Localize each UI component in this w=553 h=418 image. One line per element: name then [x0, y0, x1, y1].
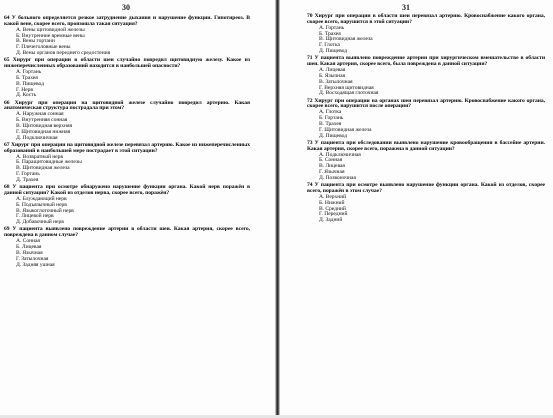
- answer-option: В. Щитовидная верхняя: [16, 122, 73, 129]
- answer-option: В. Средний: [319, 205, 346, 212]
- answer-option: Б. Трахея: [319, 30, 341, 37]
- question-stem: 72 Хирург при операции на органах шеи перевязал артерию. Кровоснабжение какого органа, скорее всего, нарушится после операции?: [307, 97, 545, 110]
- question: [4, 101, 250, 142]
- question-stem: 66 Хирург при операции на щитовидной железе случайно повредил артерию. Какая анатомическая структура пострадала при этом?: [4, 99, 250, 112]
- answer-option: Д. Восходящая глоточная: [319, 90, 379, 97]
- answer-option: В. Щитовидная железа: [319, 36, 373, 43]
- answer-options: [307, 153, 545, 182]
- answer-options: [4, 70, 250, 99]
- answer-options: [4, 112, 250, 141]
- answer-option: А. Глотка: [319, 109, 342, 116]
- answer-option: Б. Подъязычный нерв: [16, 201, 67, 208]
- answer-option: Б. Внутренняя сонная: [16, 117, 68, 124]
- answer-option: Б. Гортань: [319, 115, 344, 122]
- answer-option: А. Наружная сонная: [16, 111, 64, 118]
- question-stem: 69 У пациента выявлено повреждение артерии в области шеи. Какая артерия, скорее всего, повреждена в данном случае?: [4, 226, 250, 239]
- answer-option: Г. Передний: [319, 211, 348, 218]
- answer-option: В. Затылочная: [319, 78, 353, 85]
- question-stem: 71 У пациента выявлено повреждение артерии при хирургическом вмешательстве в области шеи. Какая артерия, скорее всего, была повреждена в данной ситуации?: [307, 55, 545, 68]
- answer-options: [4, 239, 250, 268]
- answer-option: Б. Трахея: [16, 74, 38, 81]
- answer-option: Д. Добавочный нерв: [16, 219, 64, 226]
- question: [4, 58, 250, 99]
- answer-options: [4, 155, 250, 184]
- answer-option: Д. Задний: [319, 217, 343, 224]
- question-stem: 70 Хирург при операции в области шеи перевязал артерию. Кровоснабжение какого органа, скорее всего, нарушится в этой ситуации?: [307, 13, 545, 25]
- question-stem: 68 У пациента при осмотре обнаружено нарушение функции органа. Какой нерв поражён в данной ситуации? Какой из отделов нерва, скорее всего, поражён?: [4, 184, 250, 197]
- answer-option: В. Трахея: [319, 120, 342, 127]
- answer-option: А. Верхний: [319, 193, 347, 200]
- answer-option: А. Подключичная: [319, 151, 361, 158]
- answer-options: [307, 110, 545, 139]
- answer-option: В. Лицевая: [319, 163, 345, 170]
- answer-option: Д. Подключичная: [16, 134, 58, 141]
- question-stem: 73 У пациента при обследовании выявлено нарушение кровообращения в бассейне артерии. Какая артерия, скорее всего, поражена в данной ситуации?: [307, 139, 545, 152]
- right-page: [279, 0, 553, 418]
- answer-option: Г. Нерв: [16, 86, 34, 93]
- answer-option: Б. Паращитовидные железы: [16, 159, 82, 166]
- right-page-content: [307, 14, 545, 225]
- question: [307, 56, 545, 97]
- page-number: 30: [122, 3, 130, 12]
- answer-options: [307, 68, 545, 97]
- answer-option: В. Щитовидная железа: [16, 165, 70, 172]
- question: [307, 14, 545, 55]
- answer-option: Д. Позвоночная: [319, 174, 356, 181]
- answer-options: [4, 28, 250, 57]
- question-stem: 64 У больного определяется резкое затруднение дыхания и нарушение функции. Гипотиреоз. В какой вене, скорее всего, произошла такая ситуация?: [4, 15, 250, 27]
- answer-option: Д. Трахея: [16, 176, 39, 183]
- answer-option: А. Гортань: [16, 68, 42, 75]
- answer-option: Г. Лицевой нерв: [16, 213, 54, 220]
- answer-option: Г. Язычная: [319, 169, 345, 176]
- answer-option: Д. Вены органов переднего средостения: [16, 50, 111, 57]
- answer-option: Б. Лицевая: [16, 244, 42, 251]
- answer-option: Г. Затылочная: [16, 255, 49, 262]
- answer-option: Д. Задняя ушная: [16, 261, 55, 268]
- question-stem: 67 Хирург при операции на щитовидной железе перевязал артерию. Какое из нижеперечисленных образований в наибольшей мере пострадает в этой ситуации?: [4, 141, 250, 154]
- left-page-content: [4, 16, 250, 270]
- answer-option: Д. Пищевод: [319, 132, 348, 139]
- question: [4, 227, 250, 268]
- question-stem: 74 У пациента при осмотре выявлено нарушение функции органа. Какой из отделов, скорее всего, поражён в этом случае?: [307, 182, 545, 195]
- answer-option: В. Язычная: [16, 249, 43, 256]
- answer-option: А. Блуждающий нерв: [16, 195, 67, 202]
- question: [307, 141, 545, 182]
- question-stem: 65 Хирург при операции в области шеи случайно повредил щитовидную железу. Какое из нижеперечисленных образований находится в наибольшей опасности?: [4, 57, 250, 70]
- answer-option: Д. Пищевод: [319, 48, 348, 55]
- answer-option: Г. Плечеголовные вены: [16, 44, 71, 51]
- question: [4, 143, 250, 184]
- answer-options: [307, 195, 545, 224]
- question: [4, 16, 250, 57]
- answer-option: В. Языкоглоточный нерв: [16, 207, 74, 214]
- answer-option: Г. Щитовидная нижняя: [16, 128, 71, 135]
- question: [307, 183, 545, 224]
- answer-option: А. Вены щитовидной железы: [16, 26, 85, 33]
- answer-option: Г. Гортань: [16, 171, 40, 178]
- page-number: 31: [402, 3, 410, 12]
- question: [4, 185, 250, 226]
- answer-option: В. Вены гортани: [16, 38, 55, 45]
- answer-option: Б. Язычная: [319, 72, 346, 79]
- answer-option: В. Пищевод: [16, 80, 44, 87]
- answer-option: Д. Кость: [16, 92, 37, 99]
- answer-option: А. Сонная: [16, 238, 40, 245]
- answer-option: А. Гортань: [319, 24, 345, 31]
- answer-option: А. Возвратный нерв: [16, 153, 63, 160]
- answer-option: Б. Нижний: [319, 199, 345, 206]
- answer-option: Г. Щитовидная железа: [319, 126, 372, 133]
- answer-options: [307, 26, 545, 55]
- answer-option: А. Лицевая: [319, 66, 346, 73]
- answer-options: [4, 197, 250, 226]
- left-page: [0, 0, 276, 418]
- answer-option: Б. Внутренние яремные вены: [16, 32, 85, 39]
- question: [307, 99, 545, 140]
- answer-option: Г. Верхняя щитовидная: [319, 84, 374, 91]
- answer-option: Г. Глотка: [319, 42, 340, 49]
- answer-option: Б. Сонная: [319, 157, 343, 164]
